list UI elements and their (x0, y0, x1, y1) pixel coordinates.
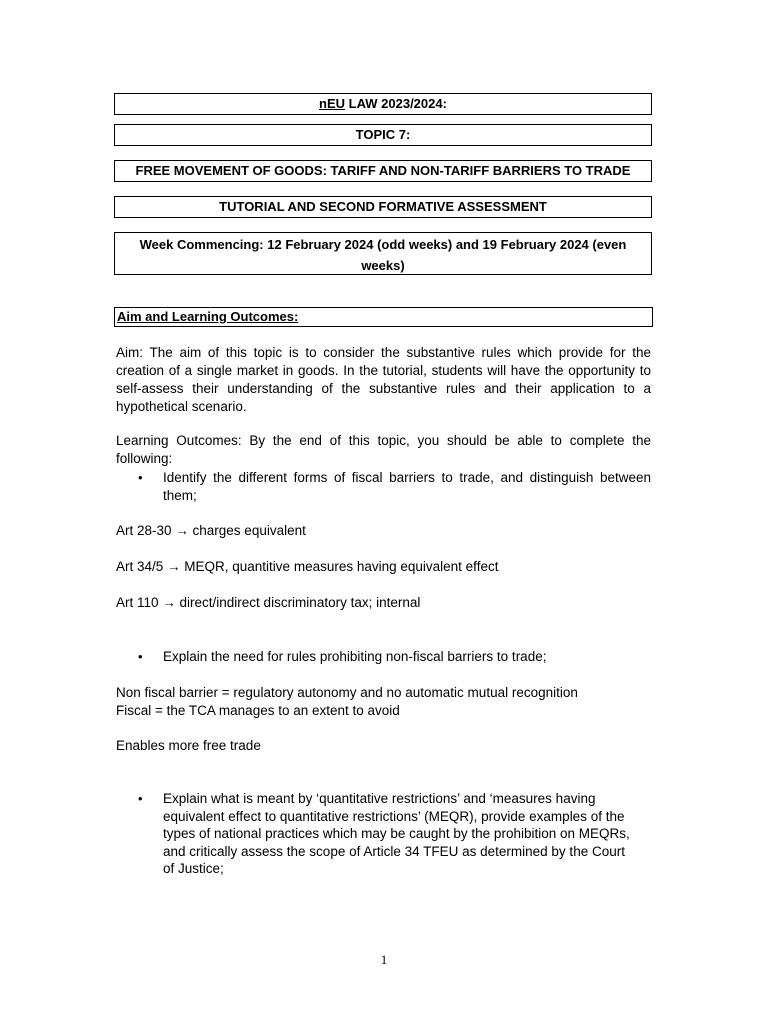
aim-paragraph: Aim: The aim of this topic is to consider the substantive rules which provide for the creation of a single market in goods. In the tutorial, students will have the opportunity to self-assess their understanding of the substantive rules and their application to a hypothetical scenario. (116, 345, 651, 414)
note-art-28: Art 28-30 → charges equivalent (116, 523, 306, 538)
week-heading: Week Commencing: 12 February 2024 (odd weeks) and 19 February 2024 (even weeks) (114, 232, 652, 275)
bullet-marker: • (138, 649, 143, 664)
title-rest: LAW 2023/2024: (345, 96, 447, 111)
bullet-item-2: Explain the need for rules prohibiting non-fiscal barriers to trade; (163, 649, 547, 664)
session-heading: TUTORIAL AND SECOND FORMATIVE ASSESSMENT (114, 196, 652, 218)
note-fiscal: Fiscal = the TCA manages to an extent to avoid (116, 703, 400, 718)
bullet-item-3: Explain what is meant by ‘quantitative restrictions’ and ‘measures having equivalent effect to quantitative restrictions’ (MEQR), provide examples of the types of national practices which may be caught by the prohibition on MEQRs, and critically assess the scope of Article 34 TFEU as determined by the Court of Justice; (163, 791, 630, 876)
note-art-110: Art 110 → direct/indirect discriminatory tax; internal (116, 595, 421, 610)
note-non-fiscal: Non fiscal barrier = regulatory autonomy and no automatic mutual recognition (116, 685, 578, 700)
bullet-item-1: Identify the different forms of fiscal barriers to trade, and distinguish between them; (163, 470, 651, 503)
subject-heading: FREE MOVEMENT OF GOODS: TARIFF AND NON-TARIFF BARRIERS TO TRADE (114, 160, 652, 182)
title-prefix: nEU (319, 96, 346, 111)
bullet-marker: • (138, 470, 143, 485)
topic-heading: TOPIC 7: (114, 124, 652, 146)
section-heading-text: Aim and Learning Outcomes: (117, 309, 299, 324)
page-number: 1 (380, 952, 388, 967)
bullet-marker: • (138, 791, 143, 806)
note-art-34: Art 34/5 → MEQR, quantitive measures having equivalent effect (116, 559, 499, 574)
note-enables: Enables more free trade (116, 738, 261, 753)
outcomes-intro: Learning Outcomes: By the end of this topic, you should be able to complete the following: (116, 433, 651, 466)
section-heading (114, 307, 653, 327)
document-title (114, 93, 652, 115)
